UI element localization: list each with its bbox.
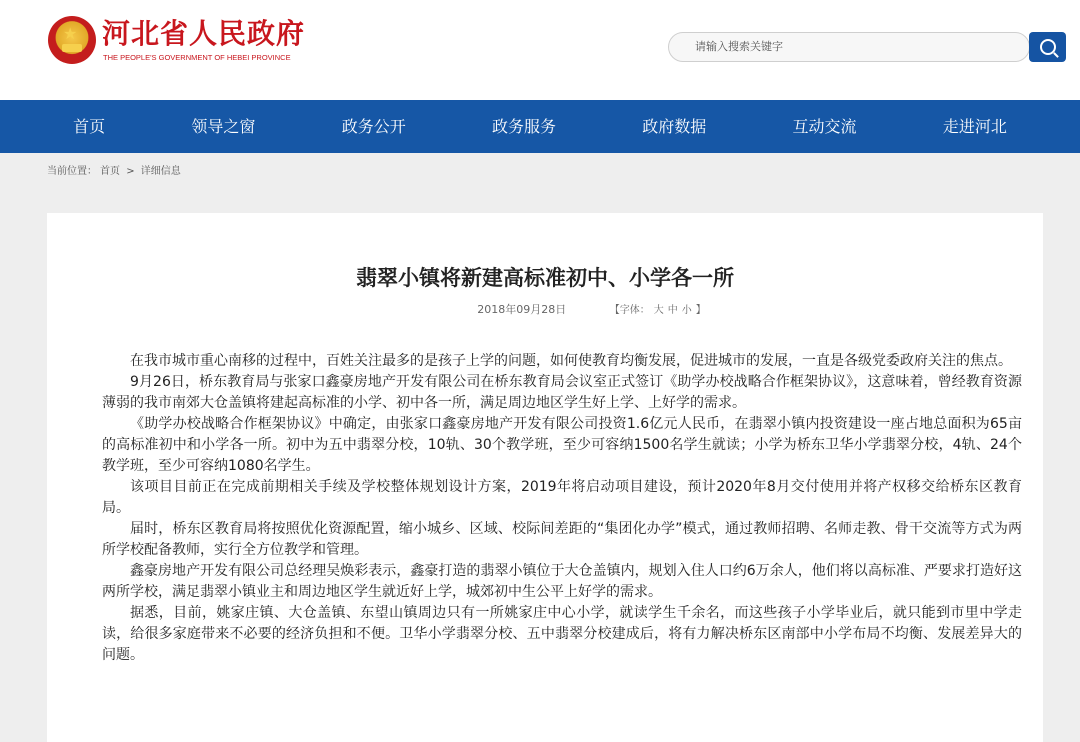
search-button[interactable] xyxy=(1029,32,1066,62)
breadcrumb-home-link[interactable]: 首页 xyxy=(100,166,120,177)
breadcrumb-current: 详细信息 xyxy=(140,166,181,177)
article-meta xyxy=(47,302,1043,319)
main-nav xyxy=(0,100,1080,153)
nav-item-gov-affairs-public[interactable]: 政务公开 xyxy=(341,117,406,136)
article-body xyxy=(102,351,1022,666)
site-logo-subtitle: THE PEOPLE'S GOVERNMENT OF HEBEI PROVINCE xyxy=(103,53,291,62)
search-input[interactable] xyxy=(668,32,1030,62)
article-paragraph: 该项目目前正在完成前期相关手续及学校整体规划设计方案，2019年将启动项目建设，预计2020年8月交付使用并将产权移交给桥东区教育局。 xyxy=(102,479,1022,516)
font-size-large-button[interactable]: 大 xyxy=(653,305,664,316)
article-title: 翡翠小镇将新建高标准初中、小学各一所 xyxy=(356,266,734,290)
article-paragraph: 鑫豪房地产开发有限公司总经理吴焕彩表示，鑫豪打造的翡翠小镇位于大仓盖镇内，规划入住人口约6万余人，他们将以高标准、严要求打造好这两所学校，满足翡翠小镇业主和周边地区学生就近好上学，城郊初中生公平上好学的需求。 xyxy=(102,563,1022,600)
nav-item-home[interactable]: 首页 xyxy=(73,117,106,136)
breadcrumb xyxy=(47,165,184,179)
site-logo-title[interactable]: 河北省人民政府 xyxy=(102,17,306,50)
font-size-small-button[interactable]: 小 xyxy=(681,305,692,316)
nav-item-about-hebei[interactable]: 走进河北 xyxy=(942,117,1007,136)
font-size-suffix: 】 xyxy=(695,305,706,316)
article-paragraph: 据悉，目前，姚家庄镇、大仓盖镇、东望山镇周边只有一所姚家庄中心小学，就读学生千余名，而这些孩子小学毕业后，就只能到市里中学走读，给很多家庭带来不必要的经济负担和不便。卫华小学翡翠分校、五中翡翠分校建成后，将有力解决桥东区南部中小学布局不均衡、发展差异大的问题。 xyxy=(102,605,1022,663)
article-paragraph: 在我市城市重心南移的过程中，百姓关注最多的是孩子上学的问题，如何使教育均衡发展，促进城市的发展，一直是各级党委政府关注的焦点。 xyxy=(130,353,1012,369)
article-paragraph: 9月26日，桥东教育局与张家口鑫豪房地产开发有限公司在桥东教育局会议室正式签订《助学办校战略合作框架协议》，这意味着，曾经教育资源薄弱的我市南郊大仓盖镇将建起高标准的小学、初中各一所，满足周边地区学生好上学、上好学的需求。 xyxy=(102,374,1022,411)
site-header xyxy=(0,0,1080,100)
nav-item-interaction[interactable]: 互动交流 xyxy=(792,117,857,136)
nav-item-gov-services[interactable]: 政务服务 xyxy=(491,117,556,136)
search-icon xyxy=(1040,39,1056,55)
nav-item-gov-data[interactable]: 政府数据 xyxy=(642,117,707,136)
national-emblem-icon[interactable]: ★ xyxy=(48,16,96,64)
breadcrumb-separator: > xyxy=(126,166,135,177)
font-size-prefix: 【字体： xyxy=(609,305,650,316)
article-date: 2018年09月28日 xyxy=(477,303,567,316)
nav-item-leadership[interactable]: 领导之窗 xyxy=(191,117,256,136)
article-panel xyxy=(47,213,1043,742)
article-paragraph: 《助学办校战略合作框架协议》中确定，由张家口鑫豪房地产开发有限公司投资1.6亿元人民币，在翡翠小镇内投资建设一座占地总面积为65亩的高标准初中和小学各一所。初中为五中翡翠分校，10轨、30个教学班，至少可容纳1500名学生就读；小学为桥东卫华小学翡翠分校，4轨、24个教学班，至少可容纳1080名学生。 xyxy=(102,416,1022,474)
font-size-medium-button[interactable]: 中 xyxy=(667,305,678,316)
article-paragraph: 届时，桥东区教育局将按照优化资源配置，缩小城乡、区域、校际间差距的“集团化办学”模式，通过教师招聘、名师走教、骨干交流等方式为两所学校配备教师，实行全方位教学和管理。 xyxy=(102,521,1022,558)
search-bar xyxy=(668,32,1034,62)
breadcrumb-prefix: 当前位置： xyxy=(47,166,97,177)
font-size-control xyxy=(608,305,708,316)
